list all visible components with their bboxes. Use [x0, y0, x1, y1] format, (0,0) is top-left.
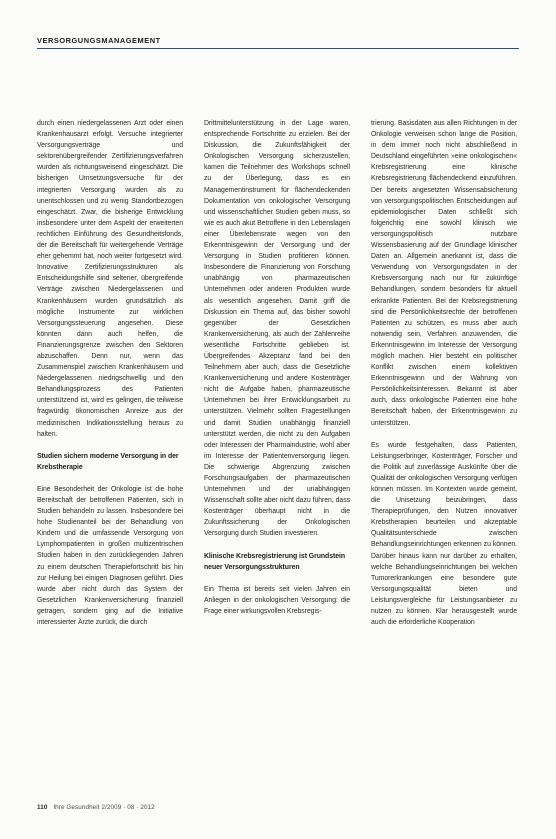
- subheading: Studien sichern moderne Versorgung in der Krebstherapie: [37, 452, 179, 471]
- text-column-left: [37, 118, 183, 639]
- header-rule: [37, 48, 519, 49]
- journal-info: Ihre Gesundheit 2/2009 · 08 · 2012: [53, 804, 155, 811]
- paragraph: Eine Besonderheit der Onkologie ist die hohe Bereitschaft der betroffenen Patienten, sich in Studien behandeln zu lassen. Insbesondere bei hohe Studienanteil bei der Behandlung von Kindern und die umfassende Versorgung von Lymphompatienten in großen multizentrischen Studien haben in den zurückliegenden Jahren zu einem deutschen Therapiefortschritt bis hin zur Heilung bei einigen Diagnosen geführt. Dies wurde aber nicht durch das System der Gesetzlichen Krankenversicherung finanziell getragen, sondern ging auf die Initiative interessierter Ärzte zurück, die durch: [37, 485, 183, 627]
- paragraph: Drittmittelunterstützung in der Lage waren, entsprechende Fortschritte zu erzielen. Bei der Diskussion, die Zukunftsfähigkeit der Onkologischen Versorgung sicherzustellen, kamen die Teilnehmer des Workshops schnell zu der Überlegung, dass es ein Managementinstrument für flächendeckenden Dokumentation von onkologischer Versorgung und wissenschaftlicher Studien geben muss, so wie es auch akut Betroffene in den Lebenslagen einer Überlebensrate wegen von den Erkenntnisgewinn der Versorgung und der Versorgung in Studien profitieren können. Insbesondere die Finanzierung von Forschung unabhängig von pharmazeutischen Unternehmen oder anderen Produkten wurde als wesentlich angesehen. Damit griff die Diskussion ein Thema auf, das bisher sowohl gegenüber der Gesetzlichen Krankenversicherung, als auch der Zahlenreihe wesentliche Fortschritte geblieben ist. Übergreifendes Akzeptanz fand bei den Teilnehmern aber auch, dass die Gesetzliche Krankenversicherung und andere Kostenträger nicht die Aufgabe haben, pharmazeutische Unternehmen bei ihrer Entwicklungsarbeit zu unterstützen. Vielmehr sollten Fragestellungen und damit Studien unabhängig finanziell unterstützt werden, die nicht zu den Aufgaben oder Interessen der Pharmaindustrie, wohl aber im Interesse der Patientenversorgung liegen. Die schwierige Abgrenzung zwischen Forschungsaufgaben der pharmazeutischen Unternehmen und der unabhängigen Wissenschaft sollte aber nicht dazu führen, dass Kostenträger überhaupt nicht in die Zukunftssicherung der Onkologischen Versorgung durch Studien investieren.: [204, 120, 350, 538]
- paragraph: Es wurde festgehalten, dass Patienten, Leistungserbringer, Kostenträger, Forscher und die Politik auf zuverlässige Auskünfte über die Qualität der onkologischen Versorgung verfügen können müssen. Im Kontexten wurde gemeint, die Unisetzung beizubringen, dass Therapieprüfungen, den Nutzen innovativer Krebstherapien beurteilen und akzeptable Qualitätsunterschiede zwischen Behandlungseinrichtungen erkennen zu können. Darüber hinaus kann nur darüber zu erhalten, welche Behandlungseinrichtungen bei welchen Tumorerkrankungen eine besondere gute Versorgungsqualität bieten und Leistungsvergleiche für Leistungsanbieter zu nutzen zu können. Klar herausgestellt wurde auch die erforderliche Kooperation: [371, 441, 517, 627]
- paragraph: durch einen niedergelassenen Arzt oder einen Krankenhausarzt erfolgt. Versuche integrierter Versorgungsverträge und sektorenübergreifender Zertifizierungsverfahren wurden als richtungsweisend eingeschätzt. Die bisherigen Umsetzungsversuche für der integrierten Versorgung wurden als zu unentschlossen und zu wenig Standortbezogen eingeschätzt. Zwar, die bisherige Entwicklung insbesondere unter dem Aspekt der erweiterten rechtlichen Einführung des Gesundheitsfonds, der die Bereitschaft für weitergehende Verträge eher gehemmt hat, noch weiter fortgesetzt wird. Innovative Zertifizierungsstrukturen als Entscheidungshilfe sind seltener, übergreifende Verträge zwischen Niedergelassenen und Krankenhäusern wurden grundsätzlich als mögliche Instrumente zur wirklichen Versorgungssteuerung angesehen. Diese könnten dann auch helfen, die Finanzierungsgrenze zwischen den Sektoren abzuschaffen. Denn nur, wenn das Zusammenspiel zwischen Krankenhäusern und Niedergelassenen niedrigschwellig und den Behandlungsprozess des Patienten unterstützend ist, wird es gelingen, die teilweise fragwürdig ökonomischen Anreize aus der medizinischen Indikationsstellung heraus zu halten.: [37, 120, 183, 438]
- text-column-middle: [204, 118, 350, 628]
- paragraph: trierung. Basisdaten aus allen Richtungen in der Onkologie verweisen schon lange die Position, in dem immer noch nicht abschließend in Deutschland eingeführten »eine onkologischen« Krebsregistrierung eine klinische Krebsregistrierung flächendeckend einzuführen. Der bereits angesetzten Wissensabsicherung von versorgungspolitischen Entscheidungen auf epidemiologischer Daten schließt sich folgerichtig eine sowohl klinisch wie versorgungspolitisch nutzbare Wissensbasierung auf der Grundlage klinischer Daten an. Allgemein anerkannt ist, dass die Verwendung von Versorgungsdaten in der Krebsversorgung nach nur für zukünftige Behandlungen, sondern besonders für aktuell erkrankte Patienten. Bei der Krebsregistrierung sind die Persönlichkeitsrechte der betroffenen Patienten zu schützen, es muss aber auch notwendig sein, Verfahren anzuwenden, die Erkenntnisgewinn im Interesse der Versorgung möglich machen. Hier besteht ein politischer Konflikt zwischen einem kollektiven Erkenntnisgewinn und der Wahrung von Persönlichkeitsinteressen. Bekannt ist aber auch, dass onkologische Patienten eine hohe Bereitschaft haben, der Erkenntnisgewinn zu unterstützen.: [371, 120, 517, 427]
- page-footer: [37, 804, 155, 811]
- text-column-right: [371, 118, 517, 639]
- page-number: 110: [37, 804, 48, 811]
- paragraph: Ein Thema ist bereits seit vielen Jahren ein Anliegen in der onkologischen Versorgung: die Frage einer wirkungsvollen Krebsregis-: [204, 585, 350, 615]
- section-header: VERSORGUNGSMANAGEMENT: [37, 36, 161, 45]
- subheading: Klinische Krebsregistrierung ist Grundstein neuer Versorgungsstrukturen: [204, 552, 346, 571]
